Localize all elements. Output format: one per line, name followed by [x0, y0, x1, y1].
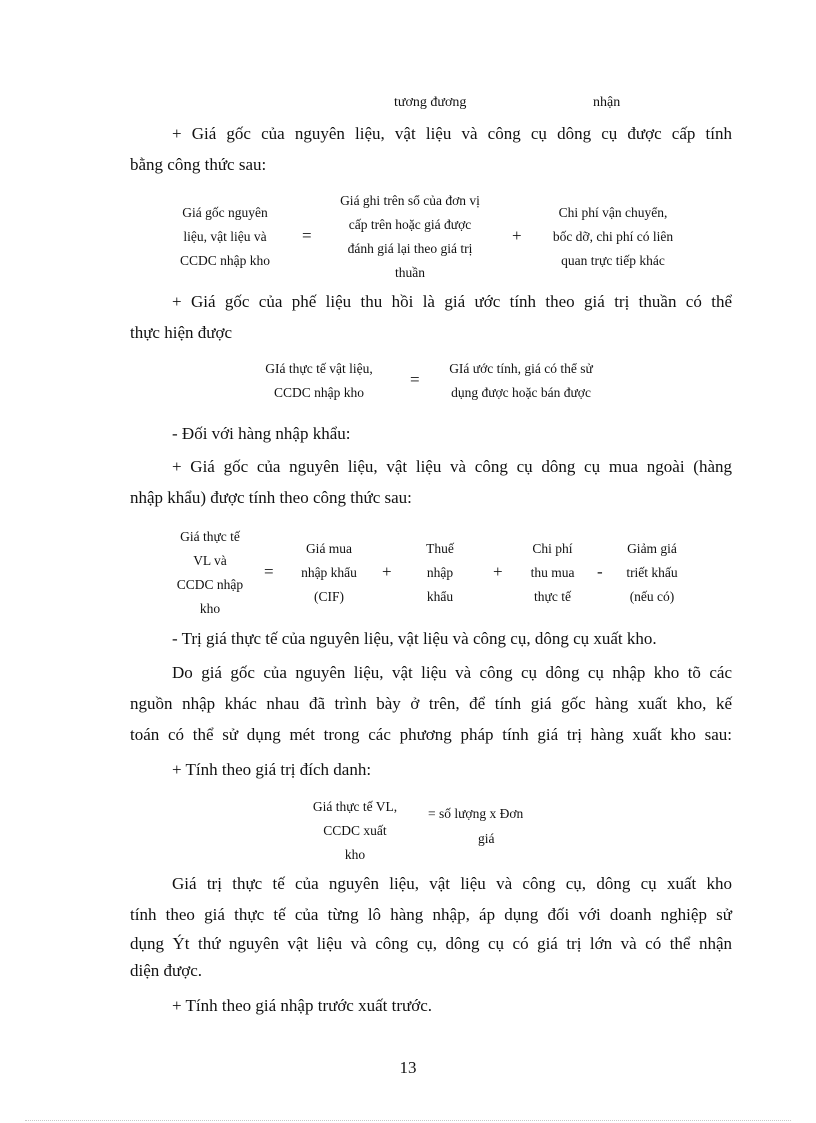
para5-line1: Giá trị thực tế của nguyên liệu, vật liệu và công cụ, dông cụ xuất kho [172, 874, 732, 893]
formula1-equals: = [302, 226, 312, 245]
top-line-right: nhận [593, 95, 621, 110]
heading-import: - Đối với hàng nhập khẩu: [172, 424, 351, 443]
formula3-term1: Giá mua nhập khẩu (CIF) [301, 541, 357, 604]
formula3-plus1: + [382, 562, 392, 581]
para1-line1: + Giá gốc của nguyên liệu, vật liệu và công cụ dông cụ được cấp tính [172, 124, 732, 143]
formula3-term2: Thuế nhập khẩu [426, 541, 454, 604]
para1-line2: bằng công thức sau: [130, 155, 267, 174]
formula1-term1: Giá ghi trên sổ của đơn vị cấp trên hoặc giá được đánh giá lại theo giá trị thuần [340, 193, 480, 280]
para5-line2: tính theo giá thực tế của từng lô hàng nhập, áp dụng đối với doanh nghiệp sử [130, 905, 732, 924]
formula4-rhs-line2: giá [478, 831, 495, 846]
heading-export: - Trị giá thực tế của nguyên liệu, vật liệu và công cụ, dông cụ xuất kho. [172, 629, 657, 648]
formula2-equals: = [410, 370, 420, 389]
formula2-lhs: GIá thực tế vật liệu, CCDC nhập kho [265, 361, 373, 400]
formula1-lhs: Giá gốc nguyên liệu, vật liệu và CCDC nhập kho [179, 205, 270, 268]
para4-line1: Do giá gốc của nguyên liệu, vật liệu và công cụ dông cụ nhập kho tõ các [172, 663, 732, 682]
para4-line2: nguồn nhập khác nhau đã trình bày ở trên, để tính giá gốc hàng xuất kho, kế [130, 694, 732, 713]
para3-line2: nhập khẩu) được tính theo công thức sau: [130, 488, 412, 507]
formula3-plus2: + [493, 562, 503, 581]
para5-line3: dụng Ýt thứ nguyên vật liệu và công cụ, dông cụ có giá trị lớn và có thể nhận [130, 934, 732, 953]
page-bottom-divider [25, 1120, 791, 1121]
para2-line1: + Giá gốc của phế liệu thu hồi là giá ước tính theo giá trị thuần có thể [172, 292, 732, 311]
formula1-term2: Chi phí vận chuyển, bốc dỡ, chi phí có liên quan trực tiếp khác [552, 205, 674, 268]
top-line-left: tương đương [394, 95, 467, 110]
formula3-term4: Giảm giá triết khấu (nếu có) [626, 541, 678, 604]
para3-line1: + Giá gốc của nguyên liệu, vật liệu và công cụ dông cụ mua ngoài (hàng [172, 457, 732, 476]
formula3-lhs: Giá thực tế VL và CCDC nhập kho [176, 529, 244, 616]
heading-specific: + Tính theo giá trị đích danh: [172, 760, 372, 779]
formula2-rhs: GIá ước tính, giá có thể sử dụng được hoặc bán được [449, 361, 593, 400]
formula4-rhs-line1: = số lượng x Đơn [428, 806, 524, 821]
para5-line4: diện được. [130, 961, 203, 980]
formula4-lhs: Giá thực tế VL, CCDC xuất kho [312, 799, 398, 862]
para4-line3: toán có thể sử dụng mét trong các phương pháp tính giá trị hàng xuất kho sau: [130, 725, 732, 744]
formula3-minus: - [597, 562, 603, 581]
formula3-term3: Chi phí thu mua thực tế [530, 541, 575, 604]
formula3-equals: = [264, 562, 274, 581]
formula1-plus: + [512, 226, 522, 245]
para2-line2: thực hiện được [130, 323, 232, 342]
heading-fifo: + Tính theo giá nhập trước xuất trước. [172, 996, 433, 1015]
page-number: 13 [399, 1058, 417, 1077]
